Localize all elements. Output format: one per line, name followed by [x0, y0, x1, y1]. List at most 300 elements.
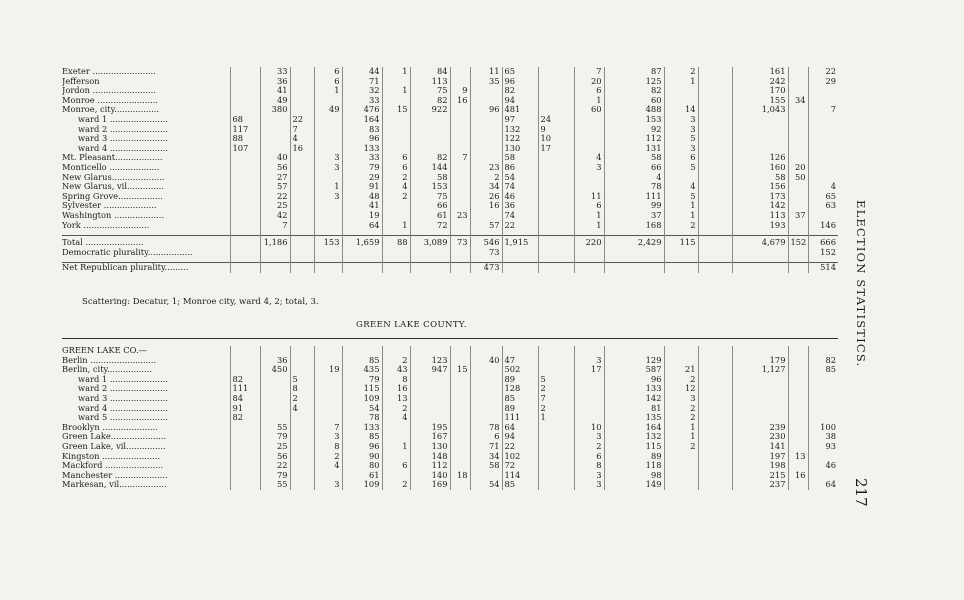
- table-cell: 6: [382, 461, 410, 471]
- table-cell: 514: [808, 263, 838, 273]
- table-row: [62, 163, 838, 173]
- table-cell: 26: [470, 192, 502, 202]
- row-label: Berlin .........................: [62, 355, 157, 365]
- table-cell: 6: [574, 452, 604, 462]
- table-cell: [664, 346, 698, 356]
- table-cell: [698, 173, 732, 183]
- table-cell: 40: [260, 153, 290, 163]
- table-cell: 7: [260, 221, 290, 231]
- table-cell: 6: [382, 163, 410, 173]
- table-cell: 82: [604, 86, 664, 96]
- table-cell: 54: [470, 480, 502, 490]
- table-cell: 61: [410, 211, 450, 221]
- table-cell: [574, 394, 604, 404]
- table-cell: [314, 394, 342, 404]
- table-row: [62, 211, 838, 221]
- table-cell: [604, 263, 664, 273]
- table-cell: 3,089: [410, 236, 450, 248]
- table-cell: [290, 471, 314, 481]
- table-cell: [410, 125, 450, 135]
- table-cell: [788, 134, 808, 144]
- table-cell: 16: [290, 144, 314, 154]
- row-label: GREEN LAKE CO.—: [62, 346, 147, 355]
- table-cell: 17: [538, 144, 574, 154]
- table-cell: 1: [574, 96, 604, 106]
- table-cell: [698, 86, 732, 96]
- table-cell: [450, 461, 470, 471]
- table-cell: 109: [342, 394, 382, 404]
- table-cell: 58: [502, 153, 538, 163]
- table-cell: 237: [732, 480, 788, 490]
- table-cell: [732, 144, 788, 154]
- table-cell: [382, 134, 410, 144]
- table-cell: [574, 115, 604, 125]
- table-cell: [732, 346, 788, 356]
- table-cell: 13: [788, 452, 808, 462]
- table-cell: 82: [808, 356, 838, 366]
- table-cell: 7: [574, 67, 604, 77]
- table-cell: [230, 236, 260, 248]
- table-cell: 72: [410, 221, 450, 231]
- table-cell: [410, 394, 450, 404]
- table-cell: 65: [808, 192, 838, 202]
- table-cell: 133: [604, 384, 664, 394]
- table-cell: [410, 384, 450, 394]
- table-cell: 29: [342, 173, 382, 183]
- table-cell: 14: [664, 105, 698, 115]
- table-cell: 17: [574, 365, 604, 375]
- table-cell: [382, 263, 410, 273]
- table-cell: [538, 221, 574, 231]
- table-cell: [538, 77, 574, 87]
- table-cell: [260, 115, 290, 125]
- table-cell: [450, 263, 470, 273]
- table-cell: [230, 173, 260, 183]
- table-cell: 140: [410, 471, 450, 481]
- table-cell: 6: [574, 86, 604, 96]
- table-cell: [538, 86, 574, 96]
- table-cell: 129: [604, 356, 664, 366]
- table-cell: 75: [410, 192, 450, 202]
- running-title: ELECTION STATISTICS.: [854, 200, 868, 368]
- table-cell: [538, 105, 574, 115]
- table-row: [62, 346, 838, 356]
- table-cell: 118: [604, 461, 664, 471]
- table-cell: [260, 384, 290, 394]
- table-cell: [450, 356, 470, 366]
- table-cell: 153: [604, 115, 664, 125]
- table-cell: [314, 384, 342, 394]
- table-cell: 27: [260, 173, 290, 183]
- table-cell: 57: [260, 182, 290, 192]
- table-cell: [698, 452, 732, 462]
- table-cell: [382, 201, 410, 211]
- table-cell: 1: [664, 423, 698, 433]
- table-cell: 23: [450, 211, 470, 221]
- table-cell: [698, 192, 732, 202]
- table-cell: [382, 125, 410, 135]
- table-cell: [314, 346, 342, 356]
- row-label: Total ......................: [62, 236, 230, 248]
- table-row: [62, 394, 838, 404]
- table-cell: [450, 346, 470, 356]
- table-cell: 142: [604, 394, 664, 404]
- table-cell: [230, 442, 260, 452]
- table-cell: 130: [410, 442, 450, 452]
- table-cell: [450, 248, 470, 258]
- row-label: ward 5 ......................: [78, 413, 168, 423]
- table-cell: [808, 173, 838, 183]
- table-cell: 2: [664, 442, 698, 452]
- table-cell: [698, 153, 732, 163]
- table-cell: 29: [808, 77, 838, 87]
- table-cell: 111: [502, 413, 538, 423]
- table-cell: [664, 173, 698, 183]
- table-cell: [538, 365, 574, 375]
- table-cell: 6: [382, 153, 410, 163]
- table-cell: [450, 192, 470, 202]
- table-cell: 88: [382, 236, 410, 248]
- row-label: ward 3 ......................: [78, 134, 168, 144]
- table-cell: [788, 432, 808, 442]
- table-cell: 60: [604, 96, 664, 106]
- table-cell: [502, 263, 538, 273]
- table-cell: [382, 211, 410, 221]
- table-cell: 18: [450, 471, 470, 481]
- table-cell: [382, 346, 410, 356]
- table-cell: [230, 201, 260, 211]
- table-cell: 4: [604, 173, 664, 183]
- table-cell: 3: [574, 471, 604, 481]
- table-cell: [260, 248, 290, 258]
- table-cell: [538, 346, 574, 356]
- table-cell: 34: [470, 452, 502, 462]
- table-cell: [538, 356, 574, 366]
- table-cell: [698, 105, 732, 115]
- table-cell: [470, 153, 502, 163]
- table-cell: [788, 77, 808, 87]
- table-cell: [808, 413, 838, 423]
- table-cell: 922: [410, 105, 450, 115]
- table-cell: 3: [314, 480, 342, 490]
- table-cell: [808, 134, 838, 144]
- table-cell: 89: [502, 375, 538, 385]
- table-cell: [450, 480, 470, 490]
- table-cell: [342, 248, 382, 258]
- table-cell: 1: [664, 77, 698, 87]
- table-cell: 84: [230, 394, 260, 404]
- table-cell: 54: [342, 404, 382, 414]
- table-cell: [698, 221, 732, 231]
- table-cell: [260, 346, 290, 356]
- table-cell: 3: [664, 125, 698, 135]
- table-cell: 167: [410, 432, 450, 442]
- table-cell: 9: [450, 86, 470, 96]
- table-cell: [290, 442, 314, 452]
- table-cell: 41: [260, 86, 290, 96]
- table-cell: 1: [538, 413, 574, 423]
- table-cell: [538, 201, 574, 211]
- table-cell: [450, 144, 470, 154]
- table-cell: [788, 144, 808, 154]
- table-cell: [574, 144, 604, 154]
- table-cell: [808, 384, 838, 394]
- table-cell: [538, 480, 574, 490]
- table-cell: 3: [574, 432, 604, 442]
- row-label: ward 2 ......................: [78, 124, 168, 134]
- table-cell: 79: [342, 163, 382, 173]
- table-cell: 1: [574, 211, 604, 221]
- table-cell: 380: [260, 105, 290, 115]
- table-cell: 79: [260, 471, 290, 481]
- table-cell: 5: [664, 163, 698, 173]
- table-cell: 87: [604, 67, 664, 77]
- table-cell: 58: [732, 173, 788, 183]
- table-cell: 133: [342, 423, 382, 433]
- table-cell: [788, 404, 808, 414]
- table-cell: [604, 248, 664, 258]
- table-cell: 71: [342, 77, 382, 87]
- table-cell: 132: [604, 432, 664, 442]
- row-label: Spring Grove.................: [62, 191, 163, 201]
- table-cell: 164: [604, 423, 664, 433]
- table-row: [62, 201, 838, 211]
- table-cell: [290, 263, 314, 273]
- table-cell: 2: [664, 404, 698, 414]
- table-cell: [732, 394, 788, 404]
- row-label: Democratic plurality.................: [62, 247, 193, 257]
- table-cell: 24: [538, 115, 574, 125]
- table-cell: [450, 163, 470, 173]
- table-cell: [808, 125, 838, 135]
- table-cell: 43: [382, 365, 410, 375]
- table-cell: 135: [604, 413, 664, 423]
- table-cell: 450: [260, 365, 290, 375]
- table-cell: [382, 432, 410, 442]
- table-cell: 37: [788, 211, 808, 221]
- table-cell: [314, 221, 342, 231]
- table-cell: 195: [410, 423, 450, 433]
- table-cell: [698, 442, 732, 452]
- table-cell: 3: [664, 115, 698, 125]
- row-label: ward 3 ......................: [78, 393, 168, 403]
- table-cell: [538, 461, 574, 471]
- table-cell: 2: [574, 442, 604, 452]
- table-cell: [732, 248, 788, 258]
- table-cell: 97: [502, 115, 538, 125]
- table-cell: [538, 432, 574, 442]
- table-cell: [290, 86, 314, 96]
- table-row: [62, 221, 838, 231]
- table-cell: 126: [732, 153, 788, 163]
- table-cell: [788, 480, 808, 490]
- table-cell: [470, 96, 502, 106]
- table-cell: [698, 211, 732, 221]
- table-cell: 89: [502, 404, 538, 414]
- table-row: [62, 115, 838, 125]
- table-cell: [808, 211, 838, 221]
- table-cell: 2,429: [604, 236, 664, 248]
- row-label: Washington ...................: [62, 210, 165, 220]
- table-cell: 1,186: [260, 236, 290, 248]
- table-cell: 1: [382, 221, 410, 231]
- table-cell: [538, 192, 574, 202]
- table-cell: [290, 192, 314, 202]
- table-cell: [788, 125, 808, 135]
- table-cell: [314, 248, 342, 258]
- table-cell: 22: [808, 67, 838, 77]
- table-cell: [290, 173, 314, 183]
- table-cell: [788, 413, 808, 423]
- table-cell: [260, 144, 290, 154]
- table-row: [62, 182, 838, 192]
- table-cell: [230, 86, 260, 96]
- table-cell: 86: [502, 163, 538, 173]
- table-cell: [314, 413, 342, 423]
- table-cell: 2: [664, 413, 698, 423]
- table-cell: 2: [382, 356, 410, 366]
- table-cell: [698, 236, 732, 248]
- table-cell: [574, 413, 604, 423]
- table-cell: [230, 211, 260, 221]
- table-cell: [502, 346, 538, 356]
- table-cell: 8: [314, 442, 342, 452]
- table-cell: 128: [502, 384, 538, 394]
- table-cell: 2: [314, 452, 342, 462]
- table-cell: 6: [574, 201, 604, 211]
- table-cell: [788, 67, 808, 77]
- table-cell: 48: [342, 192, 382, 202]
- row-label: Net Republican plurality.........: [62, 263, 230, 273]
- table-cell: 47: [502, 356, 538, 366]
- table-cell: [290, 153, 314, 163]
- table-cell: [470, 384, 502, 394]
- table-cell: 64: [342, 221, 382, 231]
- table-cell: 179: [732, 356, 788, 366]
- table-cell: 1,915: [502, 236, 538, 248]
- table-cell: [230, 67, 260, 77]
- row-label: Jordon ........................: [62, 86, 156, 96]
- table-row: [62, 423, 838, 433]
- table-cell: [382, 452, 410, 462]
- table-cell: [808, 375, 838, 385]
- table-cell: [230, 163, 260, 173]
- table-cell: 4: [290, 404, 314, 414]
- table-cell: 35: [470, 77, 502, 87]
- table-cell: 4: [382, 413, 410, 423]
- table-cell: [260, 263, 290, 273]
- table-cell: 73: [470, 248, 502, 258]
- table-cell: 33: [342, 153, 382, 163]
- table-cell: 2: [382, 173, 410, 183]
- table-cell: [260, 394, 290, 404]
- table-cell: 16: [450, 96, 470, 106]
- table-cell: 54: [502, 173, 538, 183]
- table-cell: [290, 461, 314, 471]
- table-cell: 122: [502, 134, 538, 144]
- table-cell: [788, 365, 808, 375]
- table-cell: [230, 356, 260, 366]
- table-cell: 34: [470, 182, 502, 192]
- row-label: Markesan, vil..................: [62, 480, 167, 490]
- table-cell: [290, 77, 314, 87]
- table-row: [62, 105, 838, 115]
- table-cell: [732, 263, 788, 273]
- table-cell: 1,043: [732, 105, 788, 115]
- table-row: [62, 404, 838, 414]
- table-cell: [314, 201, 342, 211]
- table-cell: [290, 480, 314, 490]
- table-cell: [230, 182, 260, 192]
- table-cell: [574, 346, 604, 356]
- row-label: Monroe, city.................: [62, 105, 160, 115]
- table-cell: [698, 346, 732, 356]
- table-cell: 36: [502, 201, 538, 211]
- row-label: Exeter ........................: [62, 67, 156, 76]
- table-cell: 8: [574, 461, 604, 471]
- table-cell: [314, 375, 342, 385]
- table-cell: 41: [342, 201, 382, 211]
- table-cell: 7: [290, 125, 314, 135]
- table-cell: 4: [574, 153, 604, 163]
- table-cell: [788, 248, 808, 258]
- table-cell: [450, 221, 470, 231]
- table-cell: [698, 394, 732, 404]
- table-cell: 3: [314, 153, 342, 163]
- table-cell: [410, 144, 450, 154]
- table-cell: 149: [604, 480, 664, 490]
- table-cell: [450, 404, 470, 414]
- table-cell: 153: [410, 182, 450, 192]
- table-cell: 130: [502, 144, 538, 154]
- table-cell: 84: [410, 67, 450, 77]
- table-row: [62, 173, 838, 183]
- table-cell: 1: [664, 211, 698, 221]
- table-cell: [382, 423, 410, 433]
- table-cell: 4: [314, 461, 342, 471]
- table-cell: [450, 375, 470, 385]
- table-cell: 239: [732, 423, 788, 433]
- row-label: Sylvester ....................: [62, 201, 157, 211]
- table-cell: 91: [342, 182, 382, 192]
- table-cell: [788, 384, 808, 394]
- table-cell: [698, 384, 732, 394]
- table-row: [62, 384, 838, 394]
- table-cell: 85: [808, 365, 838, 375]
- table-cell: 38: [808, 432, 838, 442]
- table-cell: 132: [502, 125, 538, 135]
- row-label: ward 4 ......................: [78, 143, 168, 153]
- table-cell: [450, 452, 470, 462]
- table-cell: [698, 115, 732, 125]
- table-cell: [470, 365, 502, 375]
- table-cell: 117: [230, 125, 260, 135]
- table-cell: 112: [604, 134, 664, 144]
- table-cell: [290, 413, 314, 423]
- table-cell: [788, 86, 808, 96]
- table-cell: 79: [342, 375, 382, 385]
- table-cell: 33: [260, 67, 290, 77]
- table-cell: [290, 236, 314, 248]
- table-cell: [470, 375, 502, 385]
- table-cell: [574, 375, 604, 385]
- table-cell: 78: [342, 413, 382, 423]
- table-cell: [382, 96, 410, 106]
- table-cell: 89: [604, 452, 664, 462]
- table-cell: 142: [732, 201, 788, 211]
- table-cell: [260, 404, 290, 414]
- table-cell: 4: [664, 182, 698, 192]
